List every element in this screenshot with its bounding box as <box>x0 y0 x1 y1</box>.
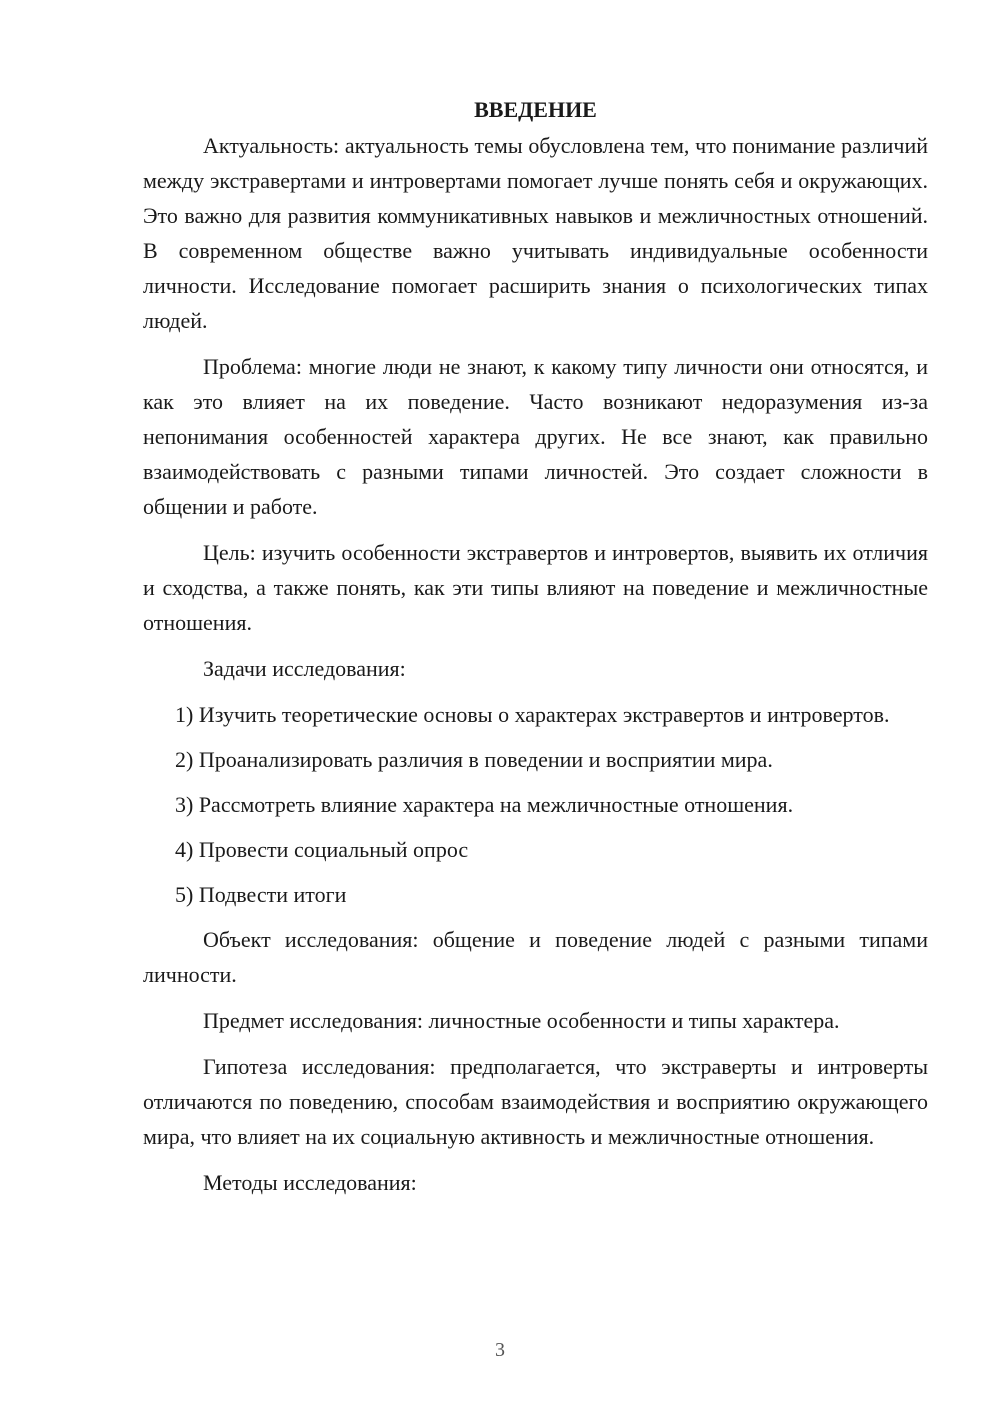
paragraph-problem: Проблема: многие люди не знают, к какому типу личности они относятся, и как это влияет на их поведение. Часто возникают недоразумения из-за непонимания особенностей характера других. Не все знают, как правильно взаимодействовать с разными типами личностей. Это создает сложности в общении и работе. <box>143 354 928 519</box>
paragraph-tasks-heading: Задачи исследования: <box>203 656 406 681</box>
task-item-3: 3) Рассмотреть влияние характера на межличностные отношения. <box>175 792 794 817</box>
paragraph-relevance: Актуальность: актуальность темы обусловлена тем, что понимание различий между экстравертами и интровертами помогает лучше понять себя и окружающих. Это важно для развития коммуникативных навыков и межличностных отношений. В современном обществе важно учитывать индивидуальные особенности личности. Исследование помогает расширить знания о психологических типах людей. <box>143 133 928 333</box>
task-item-5: 5) Подвести итоги <box>175 882 347 907</box>
paragraph-subject: Предмет исследования: личностные особенности и типы характера. <box>203 1008 840 1033</box>
section-title: ВВЕДЕНИЕ <box>474 97 597 122</box>
task-item-2: 2) Проанализировать различия в поведении и восприятии мира. <box>175 747 773 772</box>
page-number: 3 <box>495 1339 505 1361</box>
paragraph-hypothesis: Гипотеза исследования: предполагается, что экстраверты и интроверты отличаются по поведению, способам взаимодействия и восприятию окружающего мира, что влияет на их социальную активность и межличностные отношения. <box>143 1054 928 1149</box>
paragraph-goal: Цель: изучить особенности экстравертов и интровертов, выявить их отличия и сходства, а также понять, как эти типы влияют на поведение и межличностные отношения. <box>143 540 928 635</box>
task-item-1: 1) Изучить теоретические основы о характерах экстравертов и интровертов. <box>175 702 890 727</box>
document-body <box>143 92 928 1211</box>
paragraph-methods: Методы исследования: <box>203 1170 417 1195</box>
task-item-4: 4) Провести социальный опрос <box>175 837 469 862</box>
paragraph-object: Объект исследования: общение и поведение людей с разными типами личности. <box>143 927 928 987</box>
